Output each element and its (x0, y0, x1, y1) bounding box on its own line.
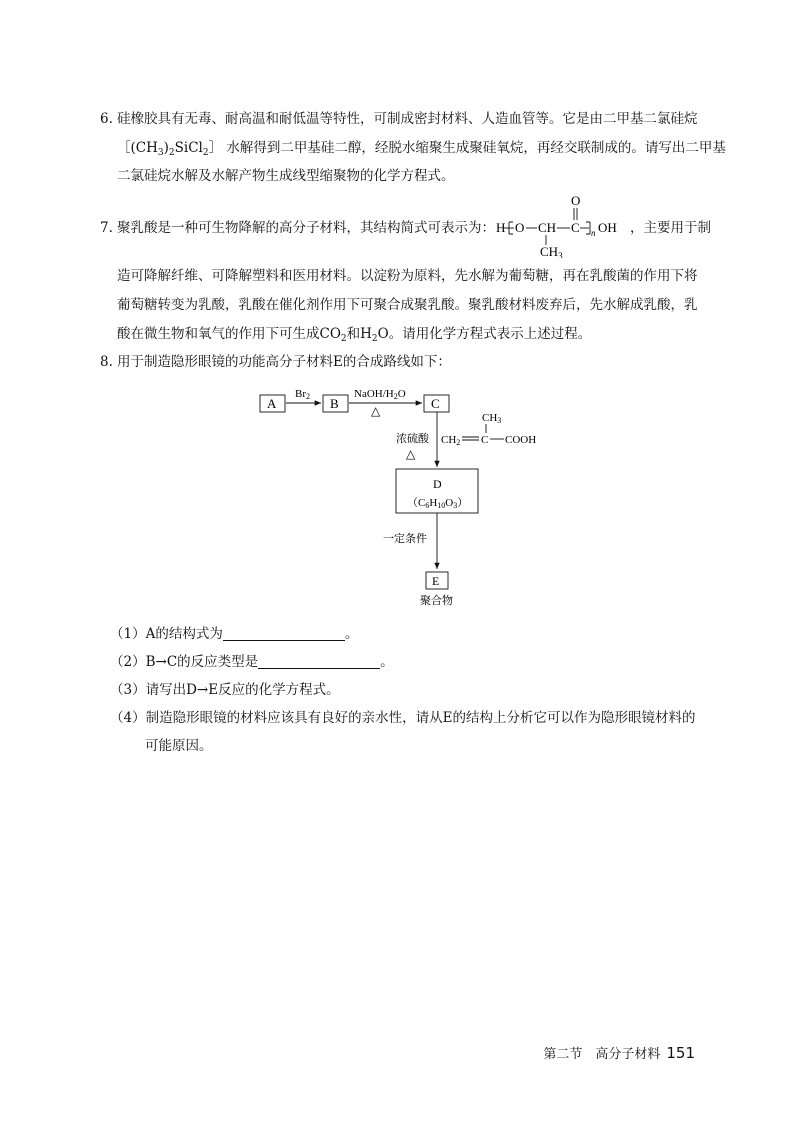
q7-line1b: ，主要用于制 (630, 220, 711, 236)
q7-line1a: 聚乳酸是一种可生物降解的高分子材料，其结构简式可表示为： (117, 220, 495, 236)
svg-text:C: C (431, 396, 440, 411)
svg-text:E: E (432, 574, 440, 588)
q8-sub1: （1）A的结构式为 。 (110, 626, 359, 642)
q8-number: 8. (100, 354, 113, 370)
compound-D-box (396, 469, 478, 513)
svg-text:OH: OH (598, 220, 617, 235)
svg-text:D: D (433, 477, 442, 491)
polymer-label: 聚合物 (420, 595, 453, 607)
svg-text:CH2: CH2 (441, 434, 461, 447)
heat-symbol-2: △ (406, 447, 416, 461)
q6-line3: 二氯硅烷水解及水解产物生成线型缩聚物的化学方程式。 (117, 168, 455, 184)
q7-line2: 造可降解纤维、可降解塑料和医用材料。以淀粉为原料，先水解为葡萄糖，再在乳酸菌的作用下将 (117, 268, 698, 284)
svg-text:CH: CH (538, 220, 557, 235)
svg-text:B: B (330, 396, 339, 411)
svg-text:C: C (481, 434, 489, 446)
methacrylic-acid-structure (441, 412, 536, 447)
q6-formula: $[(CH_3)_2SiCl_2]$ (117, 140, 223, 158)
svg-text:C: C (571, 220, 580, 235)
reagent-naoh: NaOH/H2O (354, 388, 406, 401)
heat-symbol: △ (371, 404, 381, 418)
q8-sub2: （2）B→C的反应类型是 。 (110, 654, 394, 670)
compound-A-box (260, 395, 285, 412)
svg-text:H: H (496, 220, 506, 235)
page-number: 151 (666, 1044, 695, 1062)
q6-number: 6. (100, 111, 113, 127)
answer-blank-2[interactable] (258, 654, 380, 669)
compound-B-box (323, 395, 348, 412)
answer-blank-1[interactable] (223, 626, 345, 641)
q7-number: 7. (100, 220, 113, 236)
q8-sub4-line2: 可能原因。 (145, 738, 213, 754)
q8-line1: 用于制造隐形眼镜的功能高分子材料E的合成路线如下： (117, 354, 451, 370)
synthesis-route-diagram (250, 380, 570, 610)
q8-sub3: （3）请写出D→E反应的化学方程式。 (110, 682, 340, 698)
compound-E-box (426, 572, 448, 589)
svg-text:（C6H10O3）: （C6H10O3） (407, 497, 469, 510)
page-footer (543, 1043, 695, 1062)
compound-C-box (424, 395, 449, 412)
svg-text:O: O (515, 220, 525, 235)
q6-line2: $[(CH_3)_2SiCl_2]$ 水解得到二甲基硅二醇，经脱水缩聚生成聚硅氧烷，再经交联制成的。请写出二甲基 (117, 140, 726, 158)
q7-line4: 酸在微生物和氧气的作用下可生成$CO_2$和$H_2O$。请用化学方程式表示上述过程。 (117, 326, 592, 344)
section-title: 第二节 高分子材料 (543, 1047, 661, 1062)
reagent-br2: Br2 (295, 388, 310, 401)
q6-line1: 硅橡胶具有无毒、耐高温和耐低温等特性，可制成密封材料、人造血管等。它是由二甲基二氯硅烷 (117, 111, 698, 127)
reagent-h2so4: 浓硫酸 (396, 433, 429, 445)
svg-text:A: A (267, 396, 277, 411)
q8-sub4-line1: （4）制造隐形眼镜的材料应该具有良好的亲水性，请从E的结构上分析它可以作为隐形眼镜材料的 (110, 710, 696, 726)
svg-text:COOH: COOH (505, 434, 537, 446)
svg-text:CH3: $CH_3$ (540, 244, 563, 258)
svg-text:O: O (571, 193, 581, 208)
svg-text:CH3: CH3 (482, 412, 502, 425)
q7-line3: 葡萄糖转变为乳酸，乳酸在催化剂作用下可聚合成聚乳酸。聚乳酸材料废弃后，先水解成乳酸，乳 (117, 297, 698, 313)
polylactic-acid-structure (490, 192, 630, 258)
condition-label: 一定条件 (383, 533, 427, 545)
svg-text:n: n (591, 228, 596, 238)
